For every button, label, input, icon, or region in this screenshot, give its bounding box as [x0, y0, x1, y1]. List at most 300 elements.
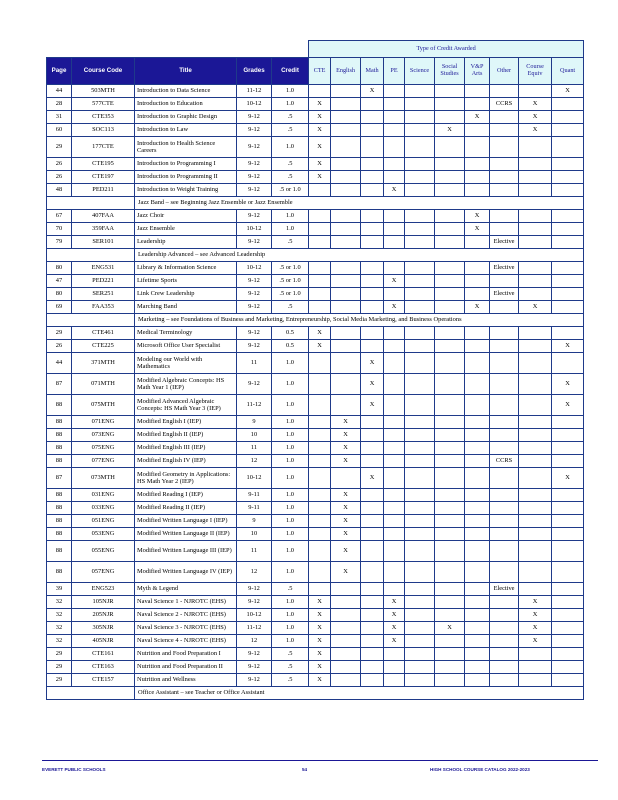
page-cell: 88 — [47, 502, 72, 515]
credit-type-cell — [331, 674, 361, 687]
credit-cell: 1.0 — [272, 541, 309, 562]
credit-type-cell: X — [331, 455, 361, 468]
credit-type-cell — [331, 124, 361, 137]
page-cell: 29 — [47, 661, 72, 674]
column-header: Other — [490, 58, 519, 85]
credit-type-cell — [405, 515, 435, 528]
credit-type-cell — [465, 416, 490, 429]
title-cell: Modified Geometry in Applications: HS Math Year 2 (IEP) — [135, 468, 237, 489]
credit-type-cell: Elective — [490, 262, 519, 275]
credit-type-cell — [331, 596, 361, 609]
credit-type-cell — [384, 395, 405, 416]
see-also-row — [47, 197, 584, 210]
credit-type-cell: X — [309, 327, 331, 340]
credit-type-cell — [490, 429, 519, 442]
credit-type-cell — [552, 98, 584, 111]
course-row — [47, 596, 584, 609]
credit-type-cell — [465, 502, 490, 515]
credit-type-cell — [519, 395, 552, 416]
credit-type-cell: X — [309, 609, 331, 622]
course-code-cell: 577CTE — [72, 98, 135, 111]
course-row — [47, 609, 584, 622]
title-cell: Introduction to Programming I — [135, 158, 237, 171]
credit-cell: .5 or 1.0 — [272, 262, 309, 275]
credit-type-cell — [435, 184, 465, 197]
credit-type-cell — [490, 275, 519, 288]
credit-type-cell — [519, 275, 552, 288]
grades-cell: 9-12 — [237, 648, 272, 661]
credit-type-cell — [384, 489, 405, 502]
course-code-cell: 075ENG — [72, 442, 135, 455]
credit-type-cell — [465, 562, 490, 583]
page-cell: 31 — [47, 111, 72, 124]
credit-type-cell — [435, 171, 465, 184]
credit-cell: .5 — [272, 158, 309, 171]
grades-cell: 10-12 — [237, 98, 272, 111]
credit-type-cell: X — [384, 275, 405, 288]
credit-type-cell — [405, 98, 435, 111]
credit-cell: .5 — [272, 583, 309, 596]
credit-type-cell — [361, 137, 384, 158]
credit-type-cell — [435, 340, 465, 353]
course-code-cell: 055ENG — [72, 541, 135, 562]
credit-type-cell — [405, 429, 435, 442]
page-cell: 44 — [47, 353, 72, 374]
credit-type-cell — [435, 541, 465, 562]
course-code-cell: 075MTH — [72, 395, 135, 416]
page-cell: 32 — [47, 596, 72, 609]
credit-type-cell — [361, 184, 384, 197]
course-code-cell: PED221 — [72, 275, 135, 288]
credit-type-cell — [552, 661, 584, 674]
credit-type-cell — [435, 98, 465, 111]
credit-type-cell — [552, 596, 584, 609]
page-cell: 88 — [47, 515, 72, 528]
credit-type-cell: X — [361, 85, 384, 98]
page-cell: 70 — [47, 223, 72, 236]
credit-type-cell — [519, 583, 552, 596]
credit-type-cell — [552, 184, 584, 197]
credit-type-cell — [309, 275, 331, 288]
course-row — [47, 528, 584, 541]
course-code-cell: ENG523 — [72, 583, 135, 596]
credit-type-cell: X — [435, 124, 465, 137]
title-cell: Introduction to Weight Training — [135, 184, 237, 197]
credit-type-cell — [435, 137, 465, 158]
credit-type-cell — [435, 648, 465, 661]
credit-type-cell: X — [384, 301, 405, 314]
credit-type-cell — [490, 111, 519, 124]
credit-type-cell — [331, 583, 361, 596]
credit-type-cell — [552, 275, 584, 288]
credit-type-cell — [552, 562, 584, 583]
credit-type-cell: X — [309, 674, 331, 687]
credit-type-cell — [309, 489, 331, 502]
credit-type-cell — [361, 236, 384, 249]
course-row — [47, 429, 584, 442]
credit-type-cell — [331, 395, 361, 416]
credit-type-cell — [435, 327, 465, 340]
page-cell: 44 — [47, 85, 72, 98]
credit-type-cell — [490, 137, 519, 158]
credit-type-cell — [552, 442, 584, 455]
course-code-cell: SER251 — [72, 288, 135, 301]
credit-type-cell — [361, 98, 384, 111]
credit-type-cell — [361, 541, 384, 562]
credit-cell: 1.0 — [272, 609, 309, 622]
see-also-note: Marketing – see Foundations of Business and Marketing, Entrepreneurship, Social Media Marketing, and Business Operations — [135, 314, 584, 327]
credit-cell: 1.0 — [272, 528, 309, 541]
credit-type-cell — [331, 158, 361, 171]
grades-cell: 9 — [237, 515, 272, 528]
credit-type-cell — [552, 635, 584, 648]
credit-type-cell — [519, 353, 552, 374]
credit-type-cell — [490, 489, 519, 502]
credit-type-cell — [465, 184, 490, 197]
credit-type-cell — [552, 502, 584, 515]
credit-type-cell: CCRS — [490, 98, 519, 111]
credit-type-cell — [552, 674, 584, 687]
credit-type-cell — [361, 596, 384, 609]
credit-type-cell — [490, 158, 519, 171]
credit-type-cell — [331, 85, 361, 98]
credit-type-cell: X — [331, 442, 361, 455]
credit-type-cell — [552, 515, 584, 528]
course-code-cell: SOC113 — [72, 124, 135, 137]
credit-cell: .5 or 1.0 — [272, 275, 309, 288]
credit-type-cell — [465, 468, 490, 489]
credit-type-cell: X — [519, 609, 552, 622]
title-cell: Modified Written Language I (IEP) — [135, 515, 237, 528]
course-row — [47, 635, 584, 648]
credit-cell: .5 — [272, 124, 309, 137]
credit-type-cell — [465, 515, 490, 528]
credit-type-cell — [361, 528, 384, 541]
credit-type-cell — [384, 661, 405, 674]
credit-type-cell — [435, 502, 465, 515]
credit-type-cell — [519, 262, 552, 275]
credit-type-cell — [405, 236, 435, 249]
page-cell: 48 — [47, 184, 72, 197]
title-cell: Naval Science 2 - NJROTC (EHS) — [135, 609, 237, 622]
course-code-cell: 371MTH — [72, 353, 135, 374]
credit-type-cell — [490, 528, 519, 541]
credit-type-cell: X — [384, 622, 405, 635]
credit-cell: 1.0 — [272, 395, 309, 416]
course-row — [47, 137, 584, 158]
title-cell: Modified English I (IEP) — [135, 416, 237, 429]
credit-type-cell — [519, 210, 552, 223]
credit-type-cell — [465, 661, 490, 674]
credit-type-cell — [361, 622, 384, 635]
credit-type-cell — [309, 468, 331, 489]
column-header: Social Studies — [435, 58, 465, 85]
grades-cell: 10 — [237, 429, 272, 442]
credit-type-cell: X — [519, 622, 552, 635]
credit-cell: .5 — [272, 648, 309, 661]
credit-type-cell — [519, 429, 552, 442]
grades-cell: 9-12 — [237, 583, 272, 596]
credit-type-cell — [552, 622, 584, 635]
credit-cell: 1.0 — [272, 442, 309, 455]
credit-type-cell — [331, 635, 361, 648]
see-also-spacer — [47, 314, 135, 327]
credit-type-cell: X — [309, 635, 331, 648]
see-also-spacer — [47, 249, 135, 262]
credit-type-cell — [465, 262, 490, 275]
credit-type-cell — [361, 661, 384, 674]
credit-type-cell — [331, 171, 361, 184]
page-cell: 26 — [47, 340, 72, 353]
grades-cell: 9 — [237, 416, 272, 429]
credit-type-cell — [465, 275, 490, 288]
page-cell: 60 — [47, 124, 72, 137]
grades-cell: 9-12 — [237, 124, 272, 137]
credit-type-cell — [435, 395, 465, 416]
credit-type-cell — [384, 674, 405, 687]
credit-cell: .5 — [272, 674, 309, 687]
credit-type-cell — [519, 416, 552, 429]
credit-type-cell — [490, 442, 519, 455]
credit-type-cell — [519, 288, 552, 301]
credit-type-cell — [384, 288, 405, 301]
credit-type-cell: X — [309, 596, 331, 609]
credit-type-cell — [331, 468, 361, 489]
course-code-cell: 177CTE — [72, 137, 135, 158]
grades-cell: 9-12 — [237, 288, 272, 301]
page-cell: 67 — [47, 210, 72, 223]
course-row — [47, 489, 584, 502]
credit-cell: 1.0 — [272, 374, 309, 395]
credit-type-cell — [384, 124, 405, 137]
credit-type-cell — [552, 609, 584, 622]
credit-type-cell — [331, 137, 361, 158]
credit-type-cell: X — [384, 635, 405, 648]
page-cell: 80 — [47, 288, 72, 301]
credit-type-cell — [331, 340, 361, 353]
title-cell: Link Crew Leadership — [135, 288, 237, 301]
title-cell: Microsoft Office User Specialist — [135, 340, 237, 353]
credit-type-cell — [405, 674, 435, 687]
title-cell: Modified English IV (IEP) — [135, 455, 237, 468]
page-cell: 69 — [47, 301, 72, 314]
course-code-cell: CTE225 — [72, 340, 135, 353]
credit-type-cell — [405, 395, 435, 416]
title-cell: Lifetime Sports — [135, 275, 237, 288]
credit-type-cell: X — [361, 395, 384, 416]
footer-rule — [42, 760, 598, 761]
course-row — [47, 416, 584, 429]
credit-type-cell — [519, 455, 552, 468]
credit-type-cell — [309, 429, 331, 442]
grades-cell: 11 — [237, 442, 272, 455]
title-cell: Modified Algebraic Concepts: HS Math Year 1 (IEP) — [135, 374, 237, 395]
credit-type-cell — [405, 455, 435, 468]
title-cell: Introduction to Data Science — [135, 85, 237, 98]
title-cell: Nutrition and Wellness — [135, 674, 237, 687]
credit-type-cell — [331, 661, 361, 674]
credit-type-cell — [384, 98, 405, 111]
credit-type-cell — [331, 275, 361, 288]
column-header: CTE — [309, 58, 331, 85]
credit-type-cell — [435, 528, 465, 541]
credit-type-cell — [361, 635, 384, 648]
credit-type-cell — [435, 596, 465, 609]
credit-type-cell — [435, 111, 465, 124]
course-row — [47, 468, 584, 489]
grades-cell: 11-12 — [237, 395, 272, 416]
course-code-cell: CTE197 — [72, 171, 135, 184]
credit-type-cell — [309, 455, 331, 468]
credit-type-cell — [435, 262, 465, 275]
page-cell: 88 — [47, 429, 72, 442]
credit-type-cell — [519, 661, 552, 674]
grades-cell: 10-12 — [237, 223, 272, 236]
course-code-cell: 071MTH — [72, 374, 135, 395]
course-row — [47, 262, 584, 275]
credit-type-cell — [331, 622, 361, 635]
page-cell: 32 — [47, 635, 72, 648]
credit-type-cell — [465, 98, 490, 111]
credit-cell: 1.0 — [272, 489, 309, 502]
grades-cell: 10-12 — [237, 468, 272, 489]
credit-type-cell — [384, 262, 405, 275]
credit-type-cell — [519, 171, 552, 184]
course-row — [47, 124, 584, 137]
credit-type-cell — [405, 562, 435, 583]
page-cell: 29 — [47, 137, 72, 158]
credit-type-cell — [309, 583, 331, 596]
credit-type-cell — [361, 583, 384, 596]
course-row — [47, 583, 584, 596]
credit-type-cell: X — [519, 301, 552, 314]
credit-type-cell — [465, 124, 490, 137]
course-code-cell: CTE161 — [72, 648, 135, 661]
credit-type-cell — [435, 429, 465, 442]
course-row — [47, 541, 584, 562]
credit-cell: 1.0 — [272, 210, 309, 223]
credit-type-cell: X — [309, 171, 331, 184]
credit-type-cell — [384, 541, 405, 562]
page-cell: 88 — [47, 541, 72, 562]
credit-cell: 1.0 — [272, 137, 309, 158]
course-row — [47, 455, 584, 468]
title-cell: Nutrition and Food Preparation II — [135, 661, 237, 674]
credit-type-cell: X — [519, 596, 552, 609]
credit-type-cell — [465, 455, 490, 468]
credit-type-cell — [519, 562, 552, 583]
credit-type-cell: X — [465, 210, 490, 223]
credit-cell: 1.0 — [272, 429, 309, 442]
course-code-cell: 205NJR — [72, 609, 135, 622]
credit-cell: 1.0 — [272, 98, 309, 111]
course-code-cell: 071ENG — [72, 416, 135, 429]
credit-type-cell — [309, 184, 331, 197]
credit-type-cell: Elective — [490, 583, 519, 596]
credit-type-cell — [435, 468, 465, 489]
course-row — [47, 515, 584, 528]
course-code-cell: CTE157 — [72, 674, 135, 687]
course-row — [47, 395, 584, 416]
credit-type-cell — [490, 85, 519, 98]
credit-type-cell — [405, 609, 435, 622]
credit-type-cell: Elective — [490, 236, 519, 249]
credit-type-cell: X — [309, 98, 331, 111]
credit-type-cell — [435, 609, 465, 622]
credit-type-cell — [435, 236, 465, 249]
title-cell: Modified Written Language IV (IEP) — [135, 562, 237, 583]
course-row — [47, 502, 584, 515]
credit-type-cell — [490, 416, 519, 429]
title-cell: Modified Reading I (IEP) — [135, 489, 237, 502]
credit-cell: 0.5 — [272, 340, 309, 353]
credit-type-cell: X — [519, 635, 552, 648]
credit-type-cell — [405, 137, 435, 158]
credit-type-cell — [361, 327, 384, 340]
credit-type-cell: Elective — [490, 288, 519, 301]
course-row — [47, 622, 584, 635]
grades-cell: 9-11 — [237, 502, 272, 515]
credit-type-cell — [490, 502, 519, 515]
credit-type-cell — [465, 609, 490, 622]
credit-type-cell — [331, 184, 361, 197]
credit-type-cell: X — [384, 184, 405, 197]
credit-type-cell — [435, 674, 465, 687]
credit-cell: 1.0 — [272, 502, 309, 515]
credit-type-cell — [519, 184, 552, 197]
credit-type-cell — [465, 395, 490, 416]
column-header: Credit — [272, 58, 309, 85]
course-code-cell: 031ENG — [72, 489, 135, 502]
column-header: Course Equiv — [519, 58, 552, 85]
credit-type-cell — [331, 301, 361, 314]
credit-type-cell: X — [309, 111, 331, 124]
grades-cell: 9-12 — [237, 171, 272, 184]
credit-type-cell — [435, 353, 465, 374]
title-cell: Marching Band — [135, 301, 237, 314]
credit-type-cell — [552, 236, 584, 249]
credit-type-cell — [405, 541, 435, 562]
course-row — [47, 158, 584, 171]
credit-type-cell: X — [331, 502, 361, 515]
grades-cell: 11-12 — [237, 85, 272, 98]
credit-type-cell — [435, 635, 465, 648]
course-code-cell: ENG531 — [72, 262, 135, 275]
course-row — [47, 562, 584, 583]
credit-type-cell — [384, 353, 405, 374]
credit-type-cell — [552, 528, 584, 541]
grades-cell: 11-12 — [237, 622, 272, 635]
page-cell: 88 — [47, 442, 72, 455]
credit-type-cell: X — [361, 353, 384, 374]
see-also-note: Leadership Advanced – see Advanced Leadership — [135, 249, 584, 262]
page-cell: 32 — [47, 609, 72, 622]
credit-type-cell: X — [384, 609, 405, 622]
see-also-note: Jazz Band – see Beginning Jazz Ensemble or Jazz Ensemble — [135, 197, 584, 210]
credit-type-cell — [519, 502, 552, 515]
credit-type-cell — [519, 158, 552, 171]
credit-cell: .5 — [272, 111, 309, 124]
credit-type-cell — [309, 301, 331, 314]
credit-type-cell — [552, 489, 584, 502]
page-cell: 47 — [47, 275, 72, 288]
see-also-row — [47, 249, 584, 262]
title-cell: Introduction to Law — [135, 124, 237, 137]
credit-type-cell — [490, 541, 519, 562]
credit-type-cell — [465, 158, 490, 171]
credit-cell: 1.0 — [272, 562, 309, 583]
column-header: Science — [405, 58, 435, 85]
